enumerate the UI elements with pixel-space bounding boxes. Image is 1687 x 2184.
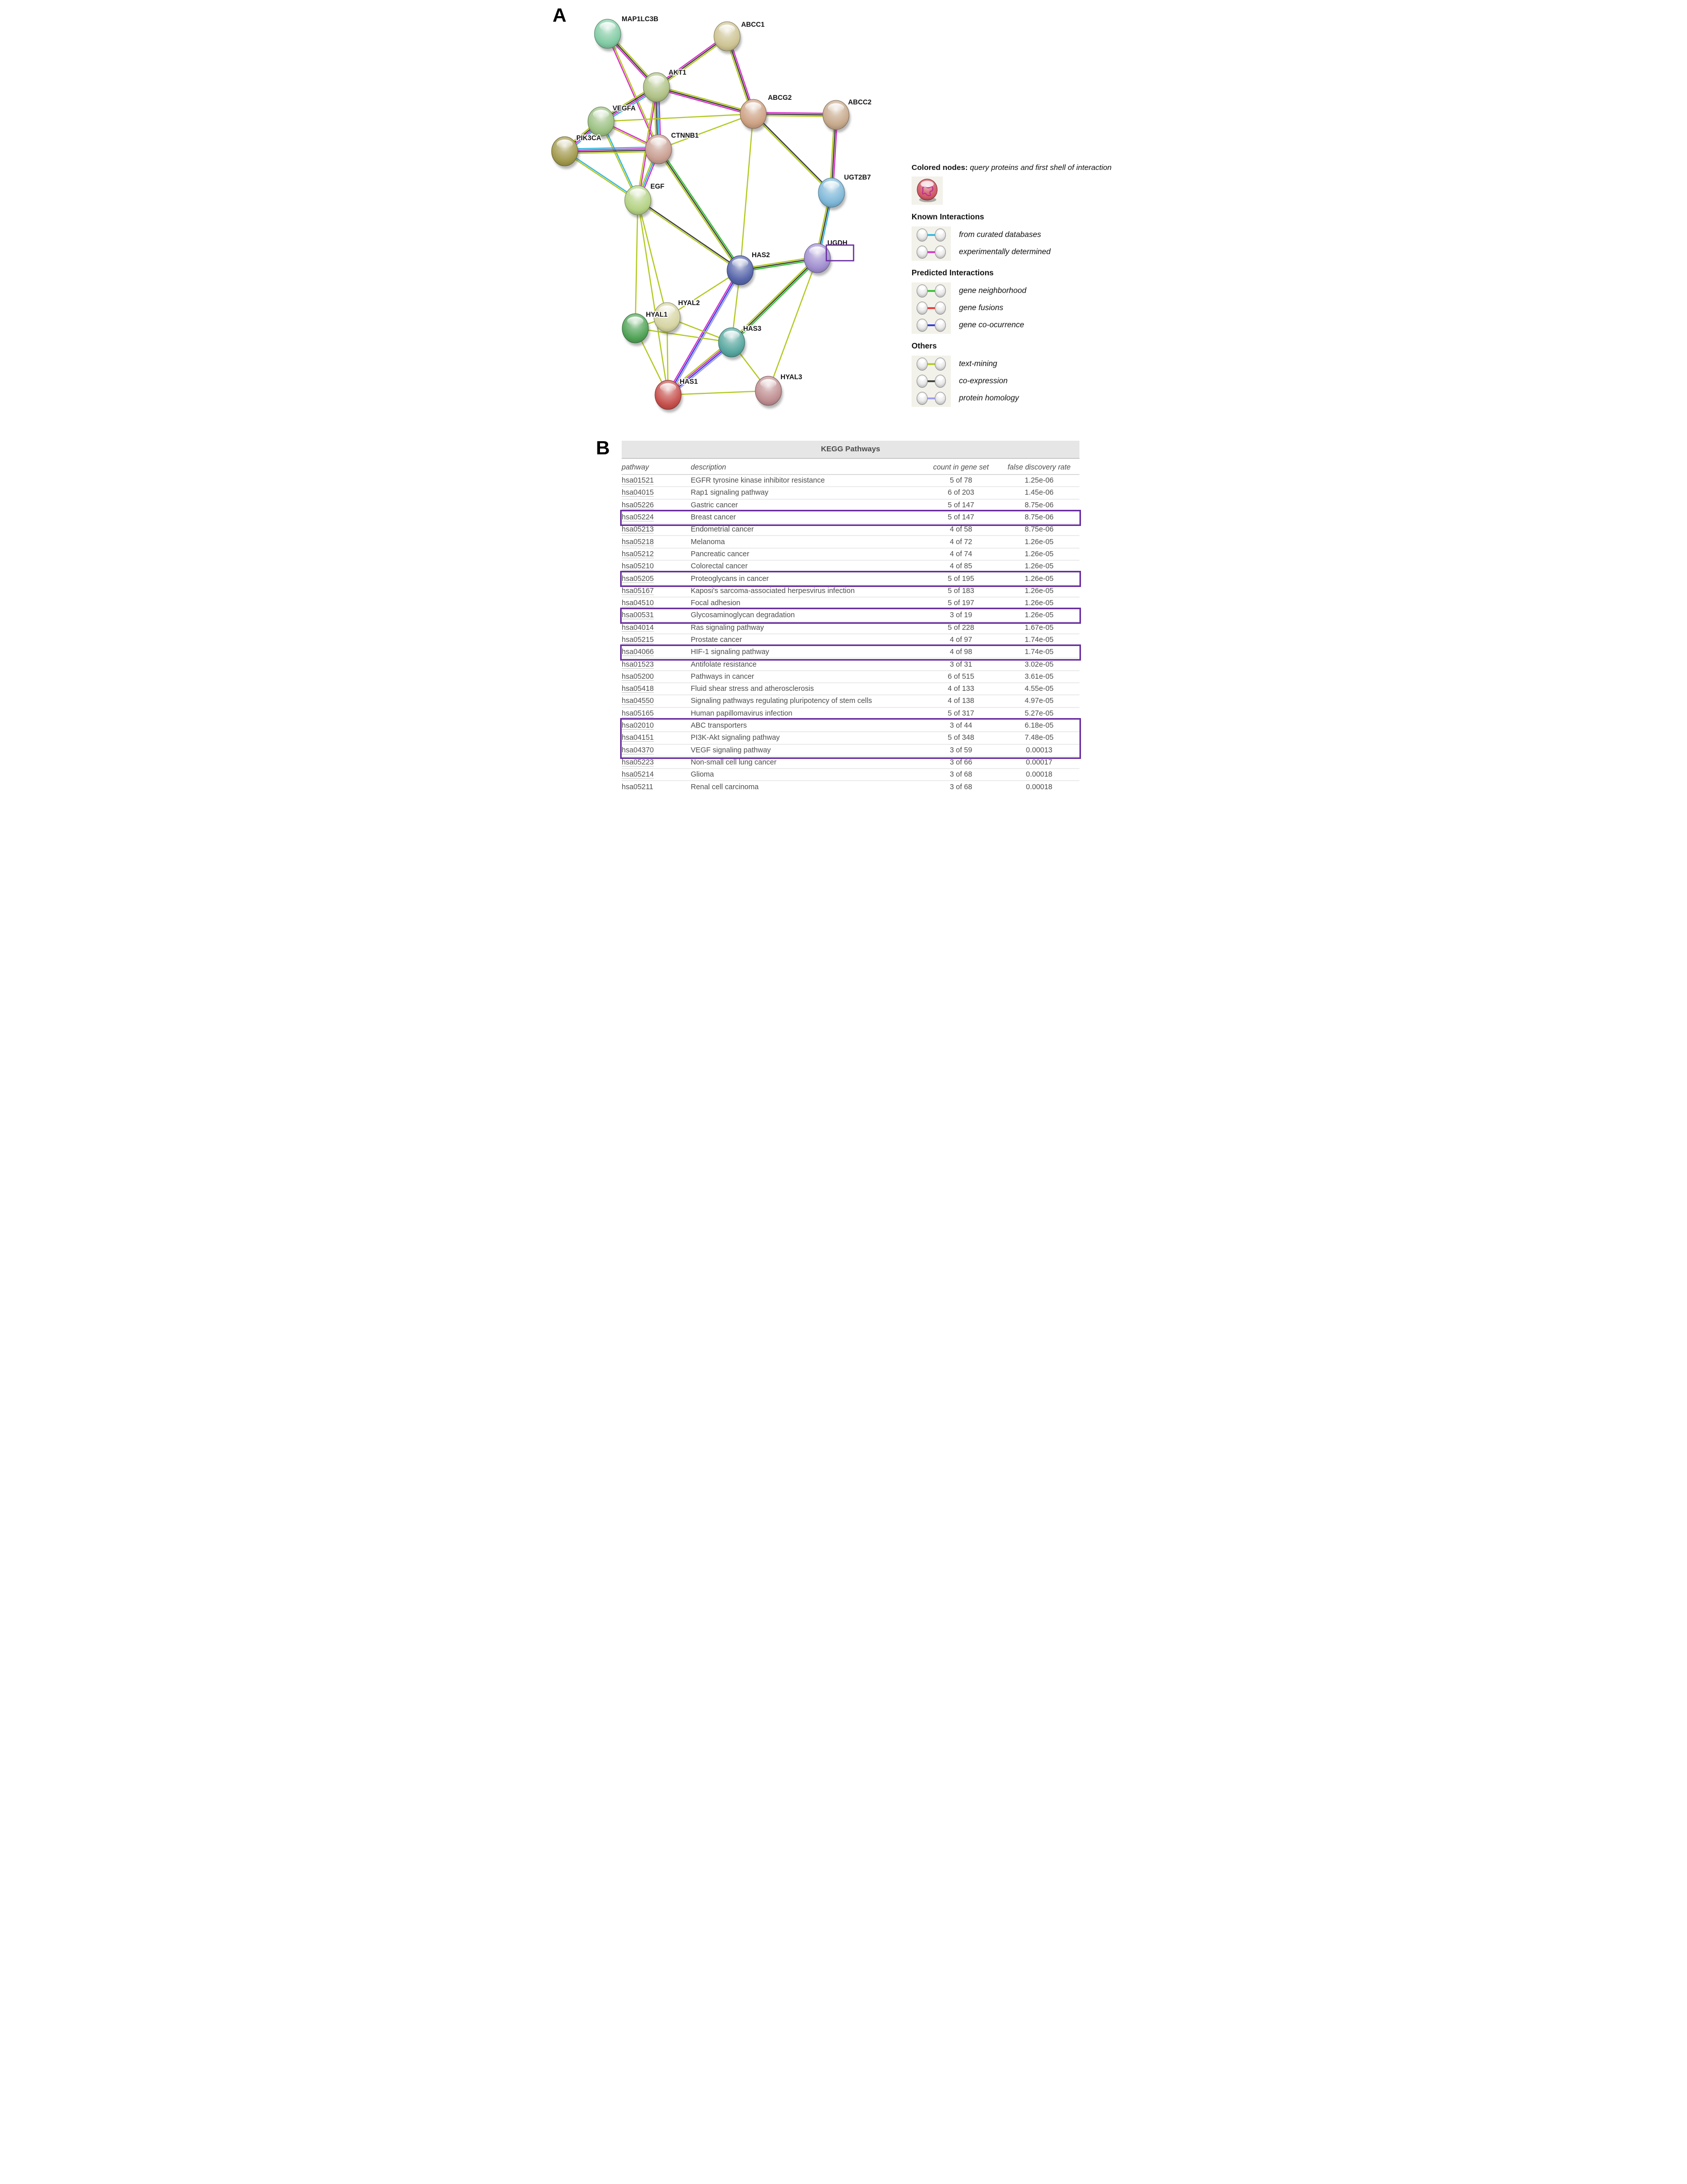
pathway-description: Fluid shear stress and atherosclerosis <box>691 685 814 693</box>
pathway-description: Pancreatic cancer <box>691 550 750 558</box>
pathway-id-cell <box>622 599 691 607</box>
pathway-description: Breast cancer <box>691 513 736 522</box>
false-discovery-rate: 0.00017 <box>1026 758 1053 766</box>
pathway-id-cell <box>622 624 691 632</box>
pathway-id-link[interactable]: hsa04014 <box>622 623 654 632</box>
false-discovery-rate: 1.25e-06 <box>1025 477 1054 485</box>
network-edge-VEGFA-ABCG2 <box>601 114 753 122</box>
node-gloss <box>599 22 616 31</box>
table-row <box>622 523 1079 535</box>
count-in-gene-set: 5 of 147 <box>947 501 975 509</box>
pathway-id-link[interactable]: hsa05226 <box>622 501 654 509</box>
pathway-description: Antifolate resistance <box>691 660 757 669</box>
false-discovery-rate: 1.26e-05 <box>1025 611 1054 620</box>
node-gloss <box>557 140 573 148</box>
node-label-MAP1LC3B: MAP1LC3B <box>622 15 658 23</box>
table-row <box>622 731 1079 743</box>
false-discovery-rate: 8.75e-06 <box>1025 525 1054 534</box>
pathway-id-link[interactable]: hsa05218 <box>622 538 654 546</box>
legend-section-title: Others <box>912 342 937 350</box>
pathway-id-link[interactable]: hsa04015 <box>622 489 654 497</box>
network-node-ABCC2[interactable] <box>823 100 851 133</box>
node-label-PIK3CA: PIK3CA <box>576 134 601 142</box>
table-row <box>622 597 1079 609</box>
table-row <box>622 475 1079 486</box>
pathway-description: Non-small cell lung cancer <box>691 758 777 766</box>
pathway-id-cell <box>622 710 691 718</box>
network-edge-CTNNB1-HAS2 <box>659 148 741 269</box>
node-label-VEGFA: VEGFA <box>613 104 636 112</box>
node-label-AKT1: AKT1 <box>669 69 687 76</box>
pathway-id-link[interactable]: hsa01521 <box>622 477 654 485</box>
pathway-id-link[interactable]: hsa05165 <box>622 709 654 718</box>
panel-a-label: A <box>553 5 567 26</box>
count-in-gene-set: 3 of 44 <box>949 722 973 730</box>
figure-page <box>538 0 1149 790</box>
legend-item-coexpression <box>912 373 1149 390</box>
node-gloss <box>809 247 825 255</box>
protein-interaction-network <box>538 0 891 434</box>
pathway-id-cell <box>622 673 691 681</box>
pathway-description: Signaling pathways regulating pluripotency of stem cells <box>691 697 872 705</box>
pathway-description: Kaposi's sarcoma-associated herpesvirus infection <box>691 586 855 595</box>
table-row <box>622 744 1079 756</box>
pathway-id-cell <box>622 562 691 570</box>
legend-colored-nodes-title: Colored nodes: <box>912 163 968 172</box>
false-discovery-rate: 4.55e-05 <box>1025 685 1054 693</box>
table-row <box>622 780 1079 790</box>
table-row <box>622 645 1079 658</box>
false-discovery-rate: 6.18e-05 <box>1025 722 1054 730</box>
count-in-gene-set: 5 of 78 <box>949 477 973 485</box>
false-discovery-rate: 1.26e-05 <box>1025 586 1054 595</box>
legend-item-label: experimentally determined <box>959 248 1051 256</box>
pathway-id-cell <box>622 722 691 730</box>
pathway-id-link[interactable]: hsa05200 <box>622 672 654 681</box>
node-label-HAS3: HAS3 <box>743 325 762 332</box>
pathway-id-cell <box>622 661 691 669</box>
pathway-id-cell <box>622 477 691 485</box>
table-row <box>622 719 1079 731</box>
pathway-id-link[interactable]: hsa04510 <box>622 599 654 608</box>
table-row <box>622 621 1079 633</box>
count-in-gene-set: 3 of 19 <box>949 611 973 620</box>
false-discovery-rate: 1.67e-05 <box>1025 623 1054 632</box>
panel-b-label: B <box>596 438 610 459</box>
legend-colored-nodes-desc: query proteins and first shell of interaction <box>970 163 1112 172</box>
pathway-description: ABC transporters <box>691 722 747 730</box>
table-row <box>622 499 1079 511</box>
table-row <box>622 572 1079 584</box>
column-header-fdr: false discovery rate <box>1007 463 1071 471</box>
network-edge-HAS1-HYAL3 <box>668 391 768 395</box>
false-discovery-rate: 0.00018 <box>1026 783 1053 790</box>
node-label-UGT2B7: UGT2B7 <box>844 173 871 181</box>
pathway-id-link[interactable]: hsa05418 <box>622 685 654 693</box>
network-edge-CTNNB1-HAS2 <box>658 149 740 270</box>
pathway-description: Human papillomavirus infection <box>691 709 793 718</box>
table-row <box>622 633 1079 645</box>
table-row <box>622 658 1079 670</box>
node-label-HAS1: HAS1 <box>680 378 698 385</box>
legend-item-label: gene co-ocurrence <box>959 321 1025 329</box>
legend-item-label: co-expression <box>959 377 1008 385</box>
network-edge-CTNNB1-HAS2 <box>657 150 739 271</box>
false-discovery-rate: 1.26e-05 <box>1025 599 1054 608</box>
pathway-description: PI3K-Akt signaling pathway <box>691 734 780 742</box>
false-discovery-rate: 1.45e-06 <box>1025 489 1054 497</box>
node-label-ABCC2: ABCC2 <box>848 98 872 106</box>
pathway-id-cell <box>622 489 691 497</box>
network-node-HYAL3[interactable] <box>755 376 783 408</box>
pathway-description: Prostate cancer <box>691 636 742 644</box>
false-discovery-rate: 1.26e-05 <box>1025 550 1054 558</box>
false-discovery-rate: 0.00013 <box>1026 746 1053 754</box>
pathway-id-link[interactable]: hsa05224 <box>622 513 654 522</box>
network-node-UGT2B7[interactable] <box>818 178 846 210</box>
pathway-id-cell <box>622 525 691 534</box>
legend-item-textmining <box>912 356 1149 373</box>
pathway-id-cell <box>622 587 691 595</box>
column-header-count: count in gene set <box>933 463 989 471</box>
count-in-gene-set: 6 of 515 <box>947 672 975 681</box>
node-label-EGF: EGF <box>650 183 665 190</box>
network-node-ABCG2[interactable] <box>740 99 768 132</box>
pathway-description: Colorectal cancer <box>691 562 748 571</box>
pathway-id-cell <box>622 734 691 742</box>
network-legend <box>912 163 1149 407</box>
node-gloss <box>630 189 646 197</box>
pathway-id-link[interactable]: hsa05213 <box>622 525 654 534</box>
pathway-id-link[interactable]: hsa01523 <box>622 660 654 669</box>
false-discovery-rate: 8.75e-06 <box>1025 501 1054 509</box>
pathway-id-link[interactable]: hsa04550 <box>622 697 654 705</box>
pathway-description: Glioma <box>691 771 714 779</box>
table-title: KEGG Pathways <box>622 441 1079 459</box>
edge-type-icon-coexpression <box>912 373 951 390</box>
node-gloss <box>627 317 643 325</box>
network-edge-EGF-HAS1 <box>638 200 668 395</box>
node-gloss <box>660 383 676 392</box>
node-label-UGDH: UGDH <box>827 239 848 247</box>
count-in-gene-set: 5 of 195 <box>947 574 975 583</box>
edge-type-icon-neighborhood <box>912 282 951 300</box>
legend-item-homology <box>912 390 1149 407</box>
network-node-UGDH[interactable] <box>804 244 832 276</box>
legend-item-label: protein homology <box>959 394 1019 402</box>
table-row <box>622 707 1079 719</box>
node-label-CTNNB1: CTNNB1 <box>671 132 699 139</box>
pathway-id-cell <box>622 550 691 558</box>
table-row <box>622 486 1079 498</box>
pathway-description: Glycosaminoglycan degradation <box>691 611 795 620</box>
column-header-desc: description <box>691 463 727 471</box>
pathway-description: Renal cell carcinoma <box>691 783 759 790</box>
table-body <box>622 475 1079 790</box>
false-discovery-rate: 4.97e-05 <box>1025 697 1054 705</box>
count-in-gene-set: 5 of 197 <box>947 599 975 608</box>
count-in-gene-set: 5 of 183 <box>947 586 975 595</box>
false-discovery-rate: 7.48e-05 <box>1025 734 1054 742</box>
count-in-gene-set: 4 of 97 <box>949 636 973 644</box>
false-discovery-rate: 1.26e-05 <box>1025 562 1054 571</box>
table-row <box>622 682 1079 694</box>
legend-item-curated_db <box>912 226 1149 244</box>
pathway-id-link[interactable]: hsa04066 <box>622 648 654 657</box>
legend-item-neighborhood <box>912 282 1149 300</box>
edge-type-icon-fusion <box>912 300 951 317</box>
count-in-gene-set: 4 of 74 <box>949 550 973 558</box>
count-in-gene-set: 5 of 228 <box>947 623 975 632</box>
legend-section-title: Known Interactions <box>912 213 984 221</box>
pathway-id-link[interactable]: hsa00531 <box>622 611 654 620</box>
pathway-id-link[interactable]: hsa04151 <box>622 734 654 742</box>
legend-item-experimental <box>912 244 1149 261</box>
false-discovery-rate: 1.74e-05 <box>1025 648 1054 657</box>
pathway-id-link[interactable]: hsa05167 <box>622 586 654 595</box>
pathway-description: Pathways in cancer <box>691 672 754 681</box>
pathway-id-link[interactable]: hsa05214 <box>622 771 654 779</box>
count-in-gene-set: 3 of 68 <box>949 771 973 779</box>
pathway-id-cell <box>622 501 691 509</box>
pathway-id-link[interactable]: hsa05205 <box>622 574 654 583</box>
network-edge-EGF-HYAL1 <box>635 200 638 328</box>
legend-item-cooccurrence <box>912 317 1149 334</box>
node-label-HYAL3: HYAL3 <box>780 373 803 381</box>
count-in-gene-set: 5 of 147 <box>947 513 975 522</box>
pathway-id-cell <box>622 685 691 693</box>
table-row <box>622 694 1079 706</box>
table-row <box>622 584 1079 597</box>
network-edge-UGDH-HYAL3 <box>768 258 817 391</box>
table-row <box>622 756 1079 768</box>
pathway-id-link[interactable]: hsa02010 <box>622 722 654 730</box>
count-in-gene-set: 5 of 348 <box>947 734 975 742</box>
node-label-ABCG2: ABCG2 <box>768 94 792 101</box>
pathway-id-cell <box>622 575 691 583</box>
pathway-id-cell <box>622 783 691 790</box>
network-edge-ABCG2-HAS2 <box>740 114 753 270</box>
pathway-description: Endometrial cancer <box>691 525 754 534</box>
false-discovery-rate: 3.61e-05 <box>1025 672 1054 681</box>
legend-item-fusion <box>912 300 1149 317</box>
edge-type-icon-cooccurrence <box>912 317 951 334</box>
network-node-CTNNB1[interactable] <box>645 135 673 167</box>
node-label-HYAL1: HYAL1 <box>646 311 668 318</box>
count-in-gene-set: 3 of 59 <box>949 746 973 754</box>
pathway-id-link[interactable]: hsa05223 <box>622 758 654 766</box>
table-row <box>622 548 1079 560</box>
count-in-gene-set: 4 of 133 <box>947 685 975 693</box>
legend-item-label: gene fusions <box>959 304 1003 312</box>
table-row <box>622 670 1079 682</box>
table-row <box>622 609 1079 621</box>
count-in-gene-set: 4 of 85 <box>949 562 973 571</box>
pathway-id-cell <box>622 771 691 779</box>
edge-type-icon-textmining <box>912 356 951 373</box>
pathway-id-cell <box>622 513 691 521</box>
node-gloss <box>724 331 740 339</box>
node-gloss <box>593 110 609 119</box>
count-in-gene-set: 3 of 66 <box>949 758 973 766</box>
false-discovery-rate: 1.74e-05 <box>1025 636 1054 644</box>
count-in-gene-set: 4 of 58 <box>949 525 973 534</box>
kegg-pathways-table <box>622 441 1079 790</box>
query-node-icon <box>912 176 943 205</box>
count-in-gene-set: 3 of 68 <box>949 783 973 790</box>
pathway-id-cell <box>622 746 691 754</box>
pathway-id-cell <box>622 538 691 546</box>
pathway-id-link[interactable]: hsa05215 <box>622 636 654 644</box>
count-in-gene-set: 6 of 203 <box>947 489 975 497</box>
false-discovery-rate: 5.27e-05 <box>1025 709 1054 718</box>
pathway-id-cell <box>622 636 691 644</box>
count-in-gene-set: 4 of 98 <box>949 648 973 657</box>
legend-sections <box>912 213 1149 407</box>
table-header <box>622 460 1079 475</box>
pathway-id-cell <box>622 611 691 619</box>
legend-item-label: text-mining <box>959 360 997 368</box>
table-row <box>622 768 1079 780</box>
count-in-gene-set: 4 of 72 <box>949 538 973 546</box>
column-header-pathway: pathway <box>622 463 649 471</box>
pathway-description: HIF-1 signaling pathway <box>691 648 769 657</box>
node-gloss <box>648 76 665 84</box>
table-row <box>622 560 1079 572</box>
pathway-description: Proteoglycans in cancer <box>691 574 769 583</box>
network-node-MAP1LC3B[interactable] <box>594 19 622 51</box>
node-label-HAS2: HAS2 <box>752 251 770 259</box>
false-discovery-rate: 3.02e-05 <box>1025 660 1054 669</box>
table-row <box>622 511 1079 523</box>
count-in-gene-set: 3 of 31 <box>949 660 973 669</box>
legend-item-label: from curated databases <box>959 230 1041 239</box>
pathway-description: Focal adhesion <box>691 599 741 608</box>
node-gloss <box>828 103 844 112</box>
pathway-id-cell <box>622 697 691 705</box>
pathway-description: VEGF signaling pathway <box>691 746 771 754</box>
pathway-description: Rap1 signaling pathway <box>691 489 768 497</box>
pathway-id-link[interactable]: hsa04370 <box>622 746 654 754</box>
pathway-id-link[interactable]: hsa05210 <box>622 562 654 571</box>
edge-type-icon-homology <box>912 390 951 407</box>
pathway-description: Ras signaling pathway <box>691 623 764 632</box>
legend-section-title: Predicted Interactions <box>912 269 994 277</box>
pathway-description: Gastric cancer <box>691 501 738 509</box>
node-gloss <box>650 138 667 146</box>
node-gloss <box>760 379 776 388</box>
pathway-id-link[interactable]: hsa05212 <box>622 550 654 558</box>
false-discovery-rate: 1.26e-05 <box>1025 538 1054 546</box>
table-row <box>622 535 1079 547</box>
network-edge-AKT1-ABCG2 <box>657 86 754 112</box>
node-label-ABCC1: ABCC1 <box>741 21 765 28</box>
pathway-id-cell <box>622 648 691 656</box>
legend-item-label: gene neighborhood <box>959 286 1027 295</box>
node-gloss <box>745 102 761 111</box>
pathway-description: EGFR tyrosine kinase inhibitor resistance <box>691 477 825 485</box>
count-in-gene-set: 5 of 317 <box>947 709 975 718</box>
node-gloss <box>823 181 839 190</box>
false-discovery-rate: 0.00018 <box>1026 771 1053 779</box>
node-label-HYAL2: HYAL2 <box>678 299 700 307</box>
pathway-id-cell <box>622 758 691 766</box>
network-edges <box>563 33 837 396</box>
pathway-id-link[interactable]: hsa05211 <box>622 783 653 790</box>
network-edge-EGF-HAS2 <box>638 200 741 270</box>
edge-type-icon-curated_db <box>912 226 951 244</box>
network-node-HYAL1[interactable] <box>622 314 650 346</box>
node-gloss <box>719 25 735 33</box>
false-discovery-rate: 1.26e-05 <box>1025 574 1054 583</box>
legend-heading <box>912 163 1149 172</box>
network-node-ABCC1[interactable] <box>714 22 742 54</box>
node-gloss <box>732 259 748 267</box>
count-in-gene-set: 4 of 138 <box>947 697 975 705</box>
edge-type-icon-experimental <box>912 244 951 261</box>
network-node-EGF[interactable] <box>625 186 652 218</box>
false-discovery-rate: 8.75e-06 <box>1025 513 1054 522</box>
pathway-description: Melanoma <box>691 538 725 546</box>
